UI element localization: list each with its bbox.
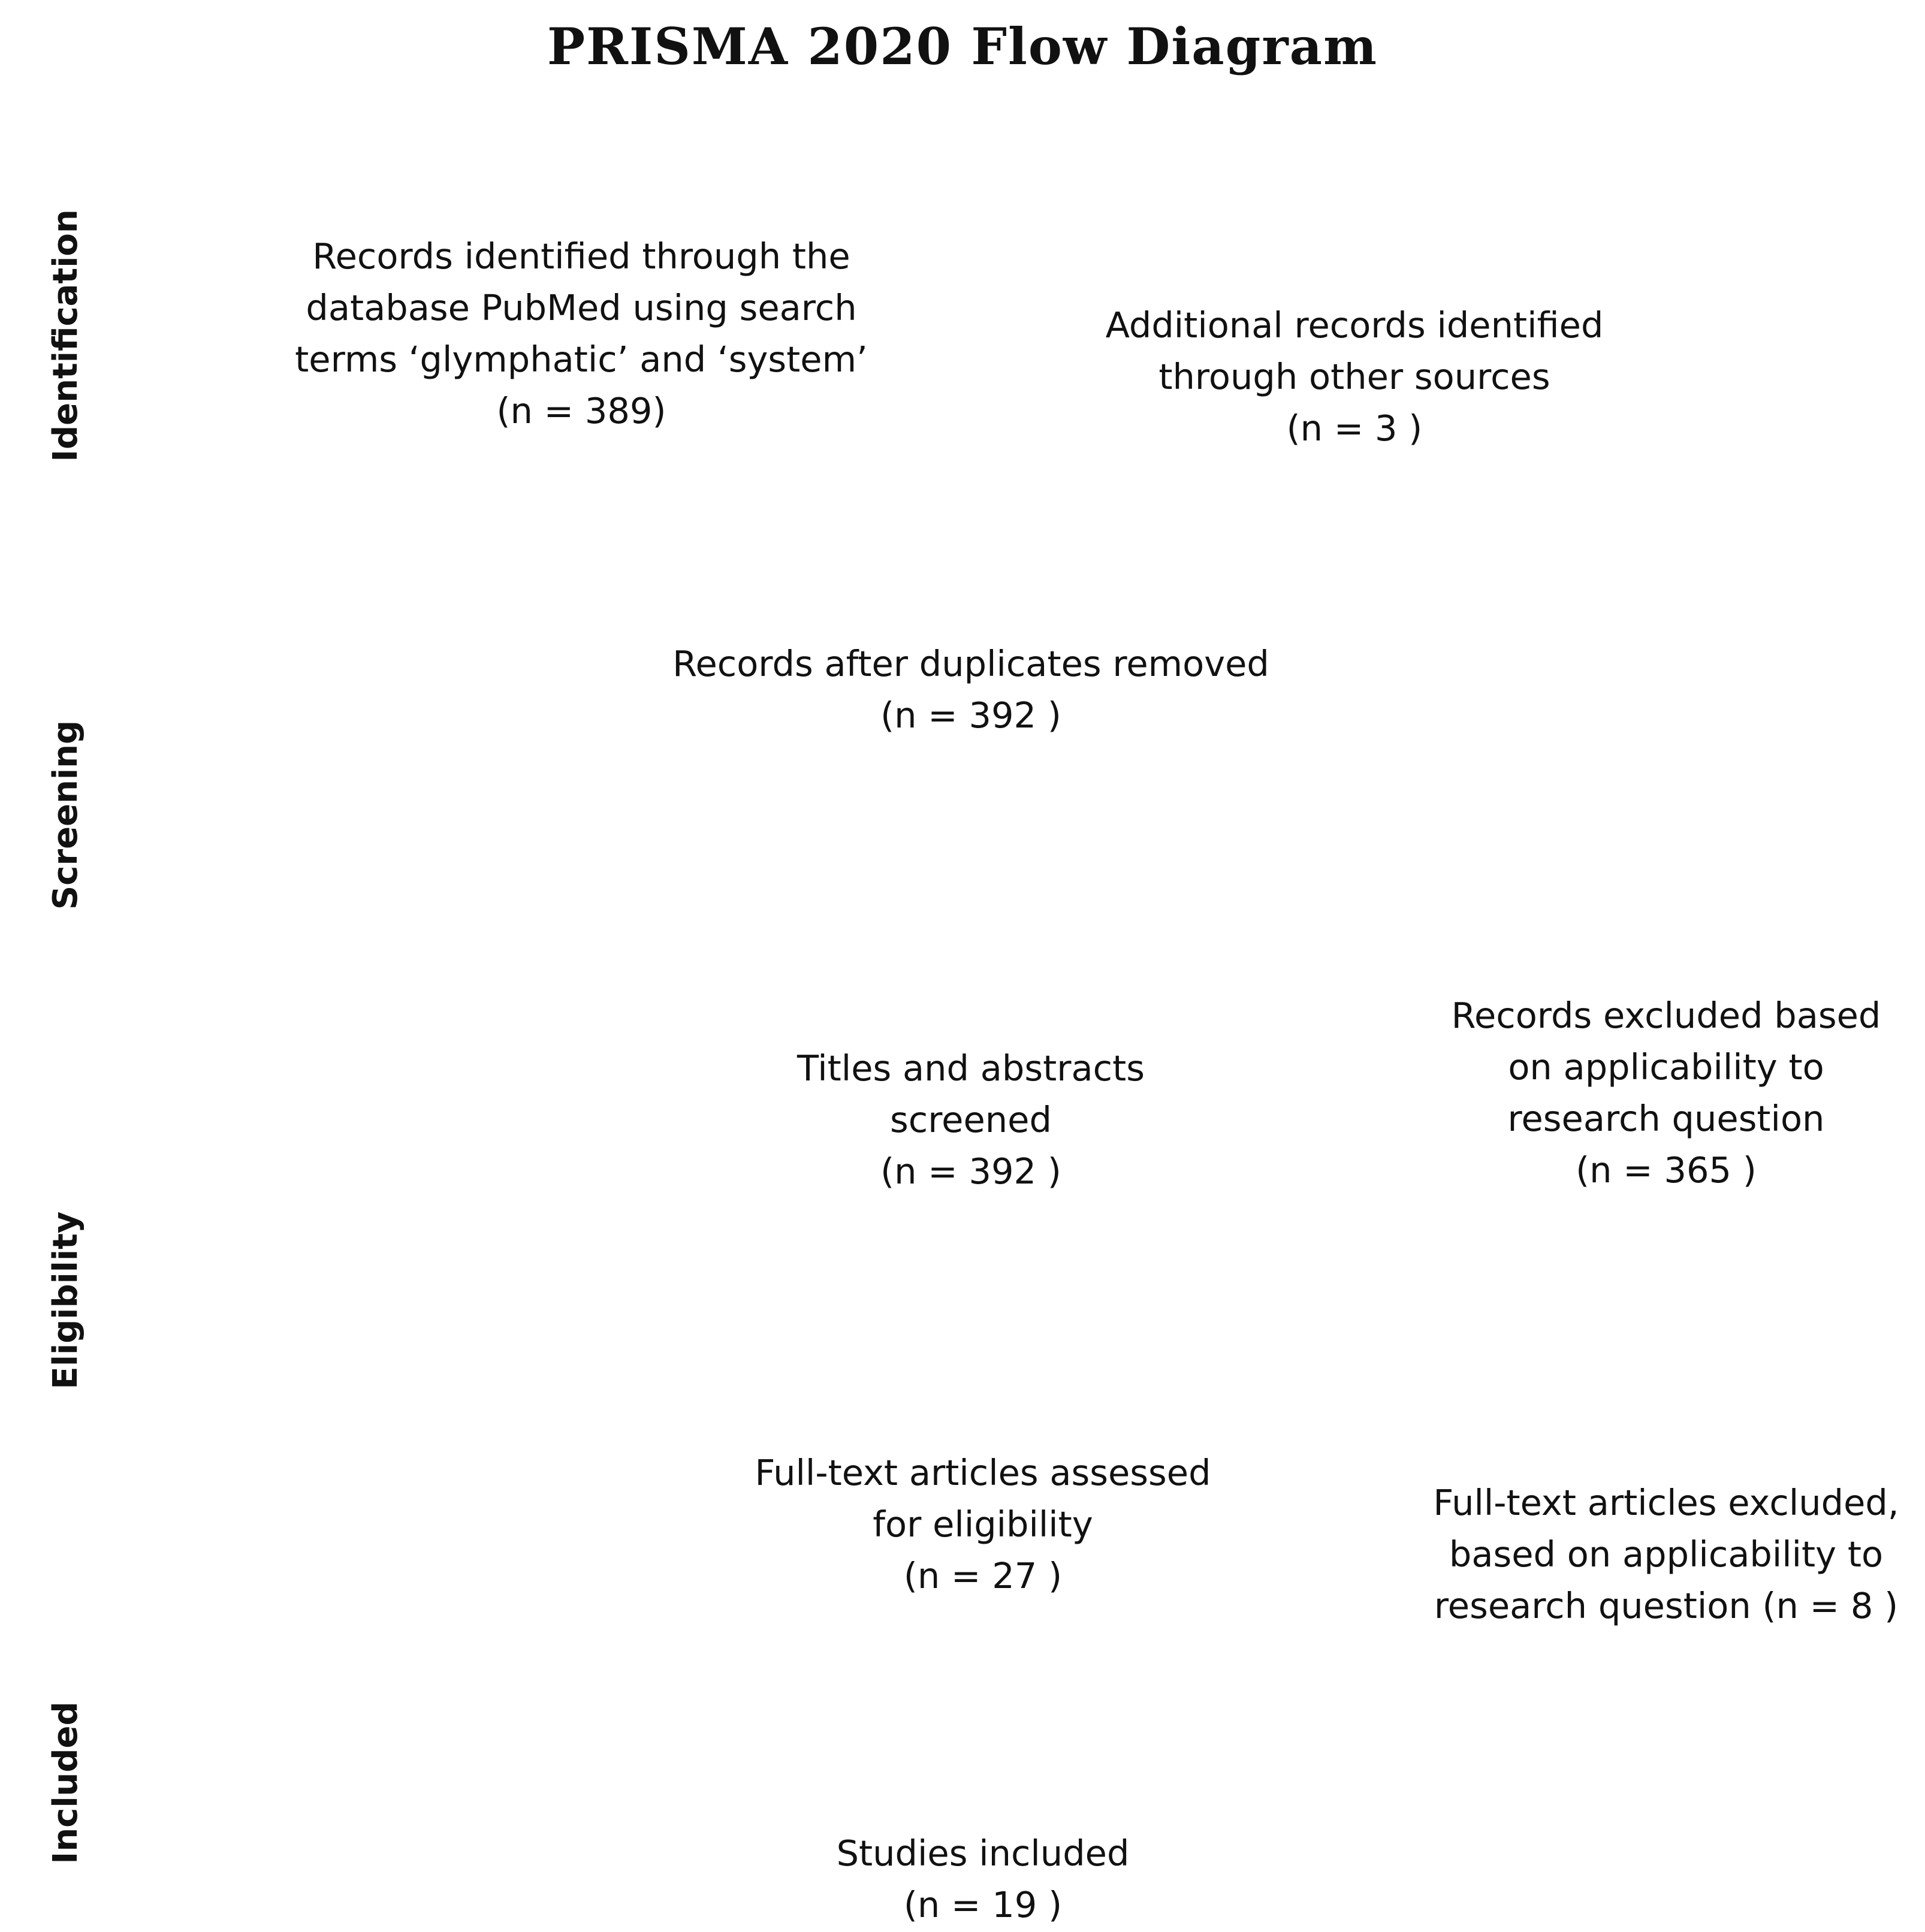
- box-line: Titles and abstracts: [797, 1047, 1145, 1089]
- box-line: based on applicability to: [1449, 1533, 1884, 1575]
- box-line: Full-text articles assessed: [755, 1452, 1211, 1493]
- box-line: Full-text articles excluded,: [1433, 1482, 1899, 1523]
- box-line: through other sources: [1158, 356, 1550, 397]
- box-titles-abstracts-screened: [731, 1043, 1211, 1197]
- box-fulltext-assessed: [731, 1447, 1235, 1602]
- box-line: on applicability to: [1508, 1046, 1824, 1088]
- box-line: Studies included: [836, 1833, 1130, 1874]
- box-line: Records after duplicates removed: [672, 643, 1269, 684]
- box-line: terms ‘glymphatic’ and ‘system’: [295, 339, 868, 380]
- stage-label-text: Included: [46, 1701, 85, 1864]
- box-line: Records identified through the: [312, 236, 850, 277]
- box-line: database PubMed using search: [306, 287, 857, 328]
- box-line: (n = 389): [496, 390, 666, 431]
- box-line: Records excluded based: [1451, 995, 1881, 1036]
- box-records-identified-database: [282, 231, 881, 437]
- stage-label-text: Eligibility: [46, 1211, 85, 1390]
- diagram-title: PRISMA 2020 Flow Diagram: [547, 17, 1378, 76]
- box-fulltext-excluded: [1420, 1477, 1912, 1632]
- box-line: (n = 392 ): [880, 695, 1061, 736]
- box-line: (n = 19 ): [903, 1884, 1063, 1925]
- box-line: for eligibility: [873, 1504, 1093, 1545]
- box-records-after-duplicates: [671, 638, 1271, 741]
- box-line: screened: [890, 1099, 1052, 1140]
- box-line: (n = 27 ): [903, 1555, 1063, 1596]
- box-line: (n = 3 ): [1286, 407, 1423, 449]
- box-line: (n = 365 ): [1576, 1149, 1757, 1191]
- box-records-excluded: [1426, 990, 1906, 1196]
- stage-label-text: Identification: [46, 209, 85, 462]
- box-line: Additional records identified: [1105, 304, 1604, 346]
- box-line: research question: [1507, 1098, 1825, 1139]
- box-studies-included: [731, 1828, 1235, 1931]
- box-line: (n = 392 ): [880, 1151, 1061, 1192]
- box-line: research question (n = 8 ): [1434, 1585, 1899, 1626]
- box-additional-records: [1085, 300, 1624, 454]
- stage-label-text: Screening: [46, 720, 85, 910]
